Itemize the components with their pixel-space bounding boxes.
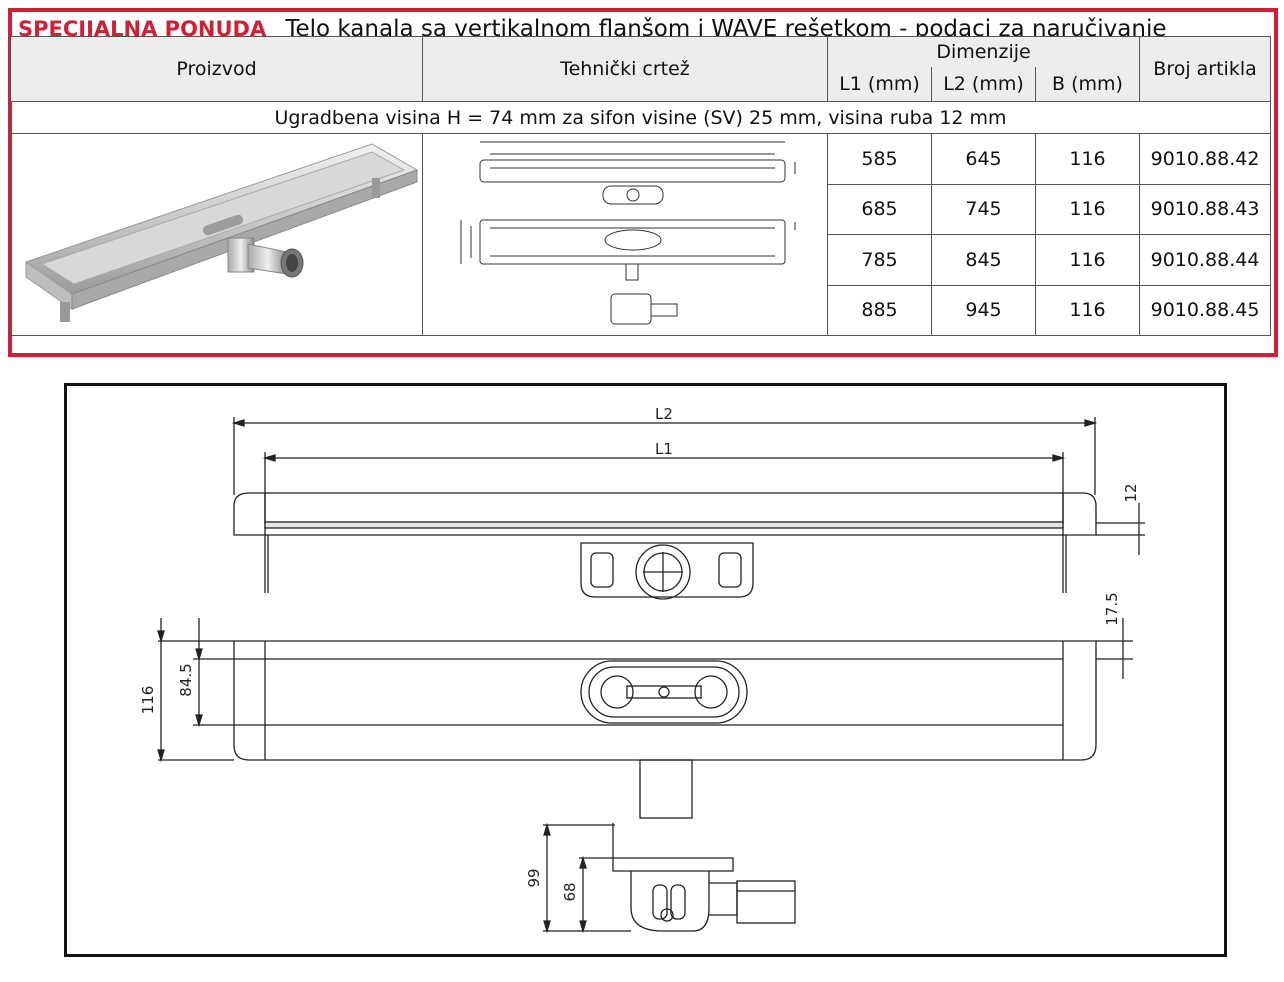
cell-article: 9010.88.42: [1140, 134, 1271, 185]
cell-l1: 785: [828, 235, 932, 286]
dim-label-top-offset: 17.5: [1103, 592, 1121, 626]
technical-drawing-thumb-cell: [423, 134, 828, 336]
header-dimensions: Dimenzije: [828, 37, 1140, 68]
dim-label-width: 116: [139, 685, 157, 715]
header-l1: L1 (mm): [828, 67, 932, 101]
dim-label-rim: 12: [1122, 483, 1140, 503]
dim-label-trap-inner: 68: [561, 882, 579, 902]
dim-label-inner: 84.5: [177, 663, 195, 697]
cell-b: 116: [1036, 235, 1140, 286]
cell-article: 9010.88.44: [1140, 235, 1271, 286]
offer-title: Telo kanala sa vertikalnom flanšom i WAVE rešetkom - podaci za naručivanje: [285, 16, 1167, 42]
cell-b: 116: [1036, 184, 1140, 235]
cell-article: 9010.88.45: [1140, 285, 1271, 336]
cell-b: 116: [1036, 134, 1140, 185]
install-note-row: [11, 102, 1271, 134]
cell-l2: 945: [932, 285, 1036, 336]
special-offer-badge: SPECIJALNA PONUDA: [18, 17, 267, 41]
table-row: [11, 134, 1271, 185]
technical-drawing-thumbnail: [425, 134, 825, 330]
header-article: Broj artikla: [1140, 37, 1271, 102]
dim-label-l2: L2: [655, 405, 673, 423]
header-b: B (mm): [1036, 67, 1140, 101]
product-photo: [12, 134, 422, 330]
technical-drawing-frame: [64, 383, 1227, 957]
header-drawing: Tehnički crtež: [423, 37, 828, 102]
product-photo-cell: [11, 134, 423, 336]
cell-l1: 685: [828, 184, 932, 235]
cell-l2: 845: [932, 235, 1036, 286]
cell-l1: 885: [828, 285, 932, 336]
technical-drawing: [67, 386, 1224, 954]
dim-label-l1: L1: [655, 440, 673, 458]
install-note: Ugradbena visina H = 74 mm za sifon visine (SV) 25 mm, visina ruba 12 mm: [11, 102, 1271, 134]
dim-label-trap-height: 99: [525, 868, 543, 888]
cell-l2: 645: [932, 134, 1036, 185]
cell-l1: 585: [828, 134, 932, 185]
cell-b: 116: [1036, 285, 1140, 336]
order-data-table: [10, 36, 1271, 336]
cell-l2: 745: [932, 184, 1036, 235]
table-header-row: [11, 37, 1271, 68]
header-l2: L2 (mm): [932, 67, 1036, 101]
header-product: Proizvod: [11, 37, 423, 102]
cell-article: 9010.88.43: [1140, 184, 1271, 235]
